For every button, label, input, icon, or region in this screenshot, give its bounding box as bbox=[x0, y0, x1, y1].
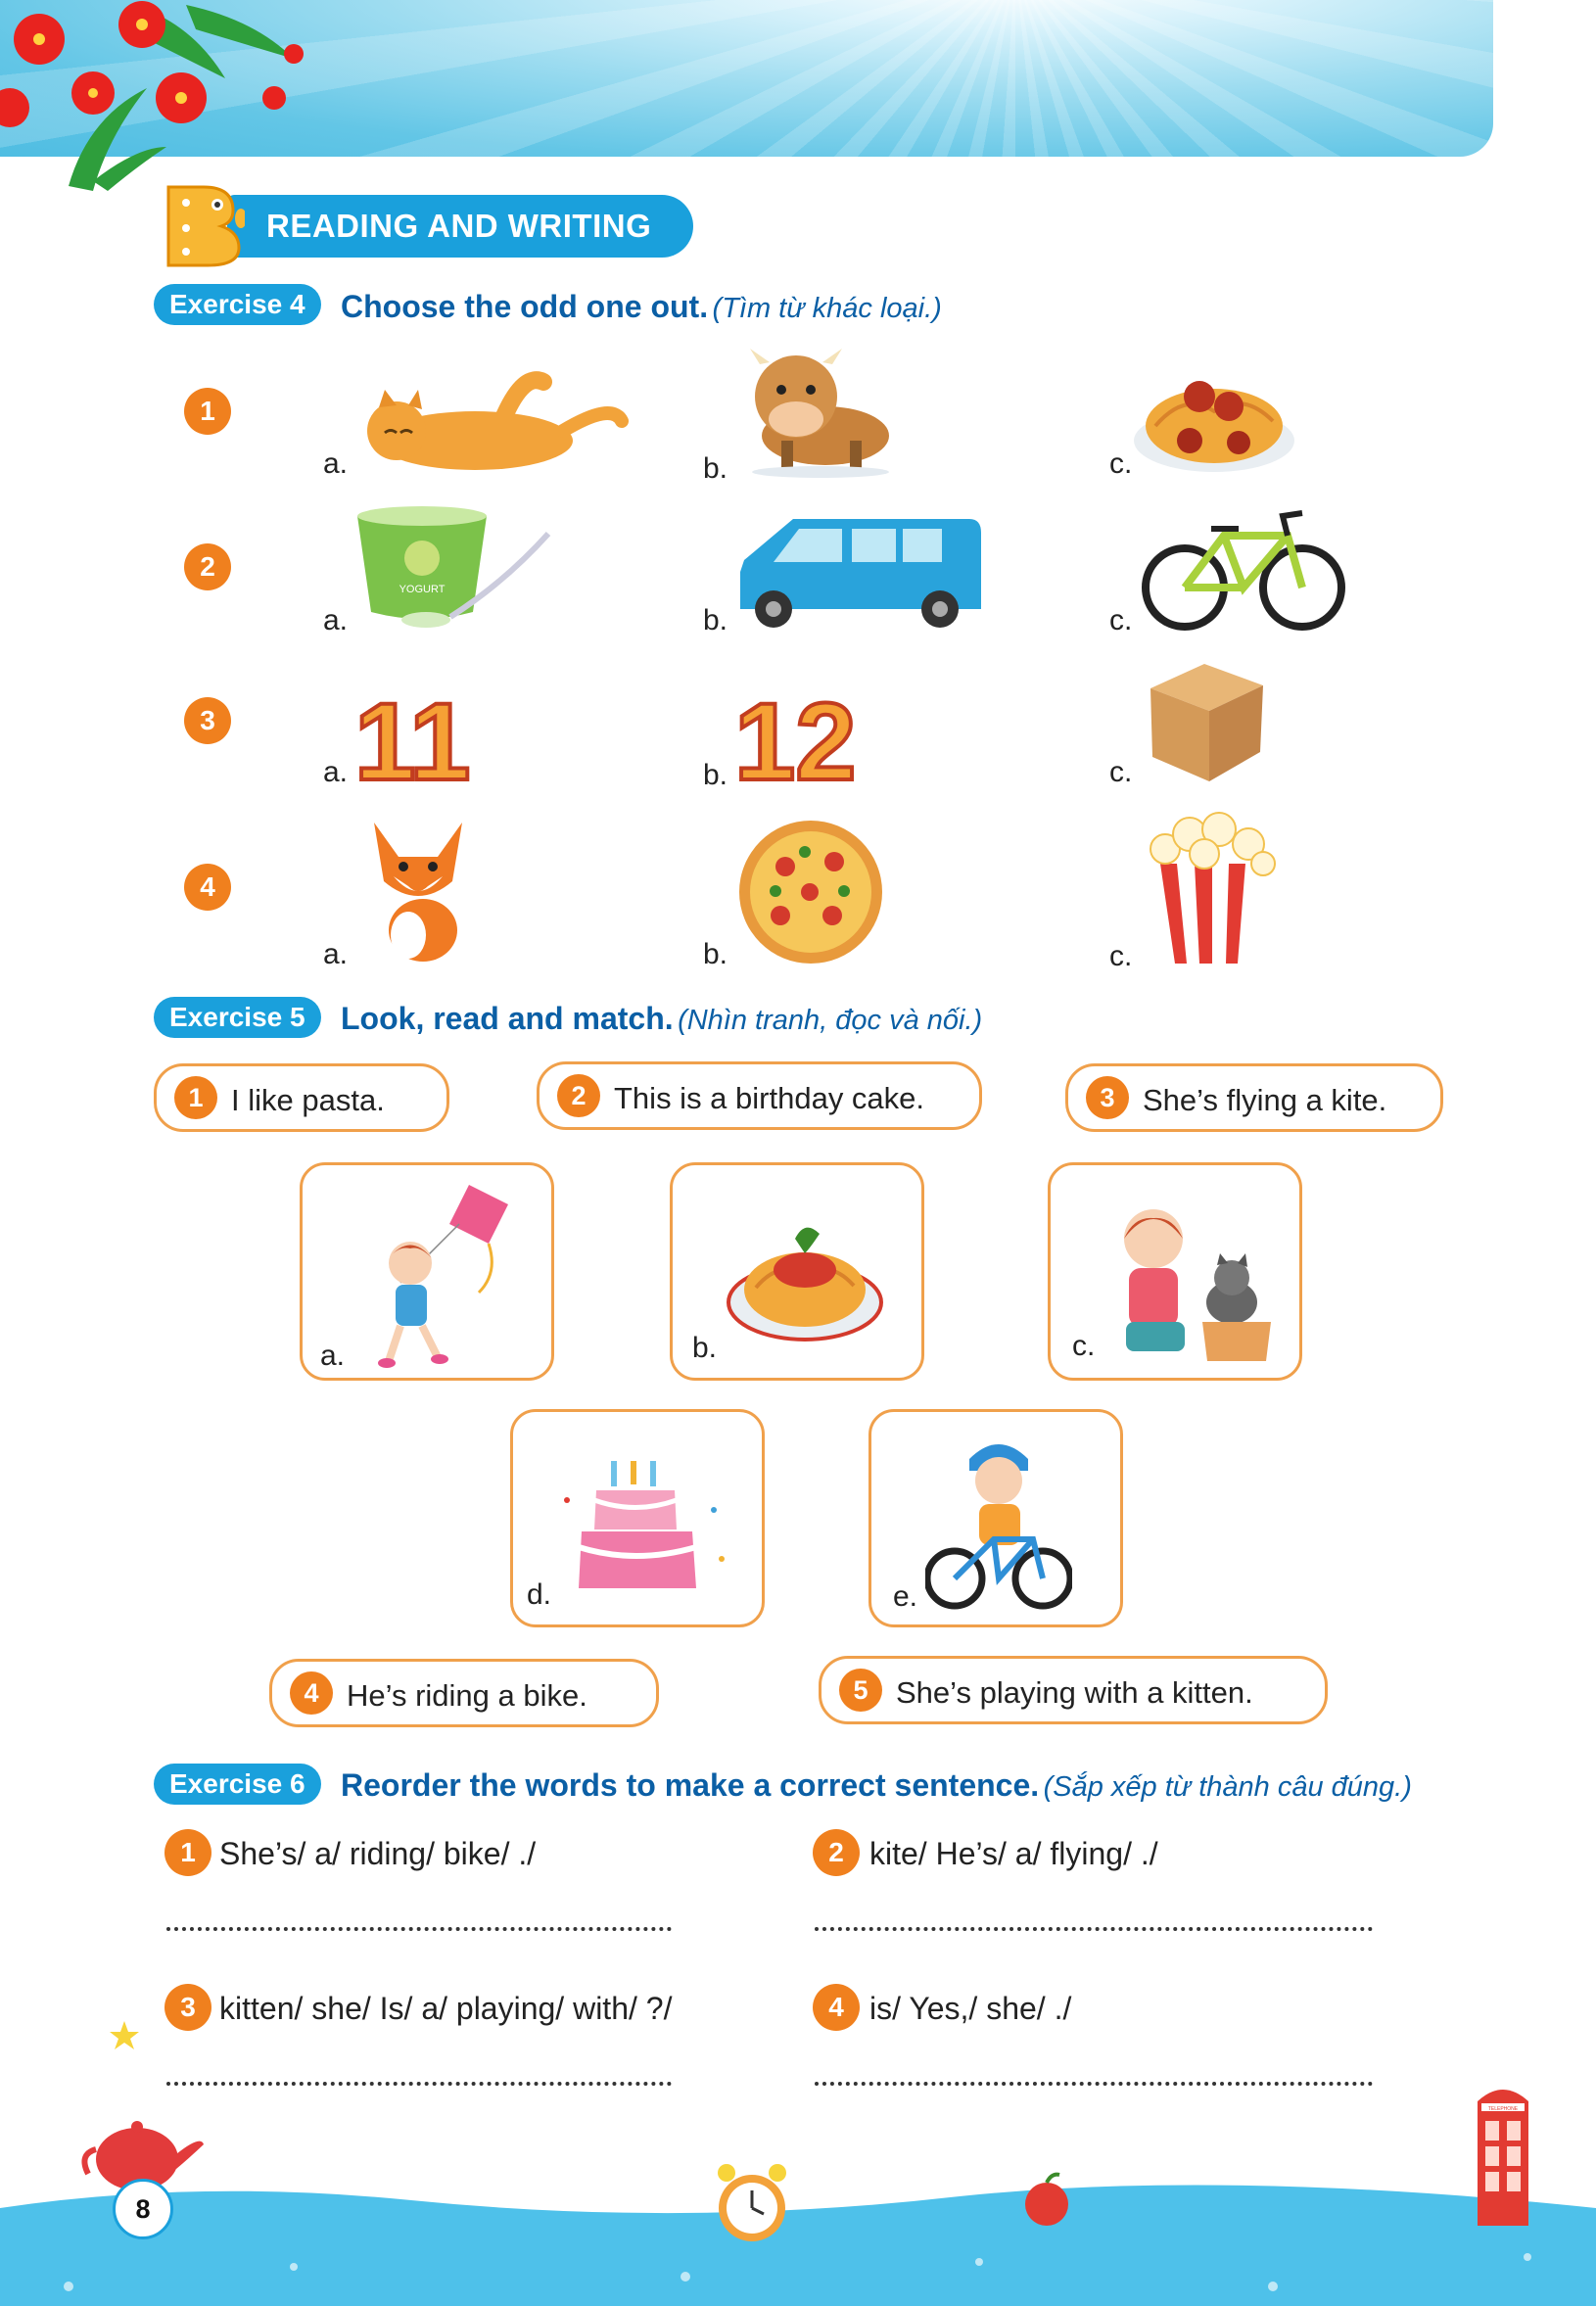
sentence-box-2[interactable] bbox=[537, 1061, 982, 1130]
exercise-4-subtitle: (Tìm từ khác loại.) bbox=[712, 293, 942, 324]
birthday-cake-icon bbox=[557, 1461, 728, 1608]
picture-box-b[interactable] bbox=[670, 1162, 924, 1381]
exercise-4-title: Choose the odd one out. bbox=[341, 289, 709, 324]
boy-riding-bike-icon bbox=[925, 1432, 1072, 1618]
flower-decoration bbox=[0, 0, 323, 196]
sentence-box-4[interactable] bbox=[269, 1659, 659, 1727]
apple-icon bbox=[1020, 2169, 1074, 2228]
number-twelve-icon bbox=[734, 680, 930, 787]
row-number: 3 bbox=[184, 697, 231, 744]
page-number: 8 bbox=[113, 2179, 173, 2239]
pasta-icon bbox=[727, 1209, 883, 1346]
picture-label: c. bbox=[1072, 1330, 1096, 1362]
sentence-box-1[interactable] bbox=[154, 1063, 449, 1132]
task-words: kitten/ she/ Is/ a/ playing/ with/ ?/ bbox=[219, 1991, 673, 2026]
picture-label: d. bbox=[527, 1578, 552, 1611]
picture-label: a. bbox=[320, 1340, 346, 1372]
picture-box-d[interactable] bbox=[510, 1409, 765, 1627]
yogurt-icon bbox=[357, 504, 553, 632]
sentence-number: 2 bbox=[557, 1074, 600, 1117]
girl-flying-kite-icon bbox=[352, 1175, 518, 1371]
option-b-label: b. bbox=[703, 759, 728, 791]
exercise-5-title: Look, read and match. bbox=[341, 1001, 674, 1036]
popcorn-icon bbox=[1136, 805, 1283, 966]
exercise-4-instruction bbox=[341, 289, 942, 325]
exercise-5-subtitle: (Nhìn tranh, đọc và nối.) bbox=[678, 1005, 983, 1036]
sentence-text: He’s riding a bike. bbox=[347, 1678, 587, 1713]
section-title: READING AND WRITING bbox=[266, 208, 652, 244]
picture-label: b. bbox=[692, 1332, 718, 1364]
picture-label: e. bbox=[893, 1580, 918, 1613]
picture-box-a[interactable] bbox=[300, 1162, 554, 1381]
sentence-number: 1 bbox=[174, 1076, 217, 1119]
row-number: 2 bbox=[184, 543, 231, 590]
row-number: 1 bbox=[184, 388, 231, 435]
number-twelve: 12 bbox=[734, 681, 857, 787]
task-words: is/ Yes,/ she/ ./ bbox=[869, 1991, 1072, 2026]
number-eleven-icon bbox=[354, 683, 550, 786]
yogurt-label: YOGURT bbox=[399, 584, 446, 595]
option-c-label: c. bbox=[1109, 604, 1133, 636]
sentence-text: She’s flying a kite. bbox=[1143, 1083, 1387, 1117]
option-b-label: b. bbox=[703, 452, 728, 485]
sentence-number: 5 bbox=[839, 1669, 882, 1712]
footer-wave bbox=[0, 2140, 1596, 2306]
task-words: She’s/ a/ riding/ bike/ ./ bbox=[219, 1836, 537, 1871]
telephone-box-icon bbox=[1474, 2084, 1532, 2226]
alarm-clock-icon bbox=[713, 2159, 791, 2247]
picture-box-c[interactable] bbox=[1048, 1162, 1302, 1381]
pizza-icon bbox=[736, 818, 885, 966]
cow-icon bbox=[732, 343, 904, 480]
star-icon bbox=[108, 2019, 141, 2052]
task-number: 2 bbox=[813, 1829, 860, 1876]
number-eleven: 11 bbox=[354, 683, 471, 786]
exercise-6-label: Exercise 6 bbox=[154, 1764, 321, 1805]
sentence-text: I like pasta. bbox=[231, 1083, 385, 1117]
telephone-box-label: TELEPHONE bbox=[1487, 2106, 1519, 2112]
task-number: 1 bbox=[164, 1829, 211, 1876]
exercise-5-label: Exercise 5 bbox=[154, 997, 321, 1038]
sentence-number: 4 bbox=[290, 1671, 333, 1715]
answer-line-1[interactable] bbox=[166, 1927, 672, 1931]
cat-icon bbox=[357, 362, 632, 480]
option-c-label: c. bbox=[1109, 756, 1133, 788]
picture-box-e[interactable] bbox=[868, 1409, 1123, 1627]
sentence-text: She’s playing with a kitten. bbox=[896, 1675, 1253, 1710]
girl-with-kitten-icon bbox=[1104, 1195, 1291, 1371]
task-words: kite/ He’s/ a/ flying/ ./ bbox=[869, 1836, 1158, 1871]
option-c-label: c. bbox=[1109, 940, 1133, 972]
task-number: 4 bbox=[813, 1984, 860, 2031]
task-number: 3 bbox=[164, 1984, 211, 2031]
box-icon bbox=[1141, 654, 1268, 786]
van-icon bbox=[734, 511, 984, 634]
sentence-box-3[interactable] bbox=[1065, 1063, 1443, 1132]
option-b-label: b. bbox=[703, 938, 728, 970]
spaghetti-icon bbox=[1131, 353, 1302, 480]
exercise-5-instruction bbox=[341, 1001, 982, 1037]
answer-line-3[interactable] bbox=[166, 2082, 672, 2086]
sentence-text: This is a birthday cake. bbox=[614, 1081, 925, 1115]
answer-line-4[interactable] bbox=[815, 2082, 1373, 2086]
answer-line-2[interactable] bbox=[815, 1927, 1373, 1931]
row-number: 4 bbox=[184, 864, 231, 911]
option-a-label: a. bbox=[323, 604, 349, 636]
option-c-label: c. bbox=[1109, 447, 1133, 480]
sentence-box-5[interactable] bbox=[819, 1656, 1328, 1724]
fox-icon bbox=[354, 813, 482, 969]
exercise-6-title: Reorder the words to make a correct sentence. bbox=[341, 1767, 1040, 1803]
option-a-label: a. bbox=[323, 938, 349, 970]
option-b-label: b. bbox=[703, 604, 728, 636]
exercise-4-label: Exercise 4 bbox=[154, 284, 321, 325]
exercise-6-instruction bbox=[341, 1767, 1412, 1804]
sentence-number: 3 bbox=[1086, 1076, 1129, 1119]
option-a-label: a. bbox=[323, 756, 349, 788]
option-a-label: a. bbox=[323, 447, 349, 480]
exercise-6-subtitle: (Sắp xếp từ thành câu đúng.) bbox=[1043, 1771, 1412, 1803]
letter-b-mascot-icon bbox=[157, 179, 245, 267]
bicycle-icon bbox=[1141, 501, 1346, 634]
